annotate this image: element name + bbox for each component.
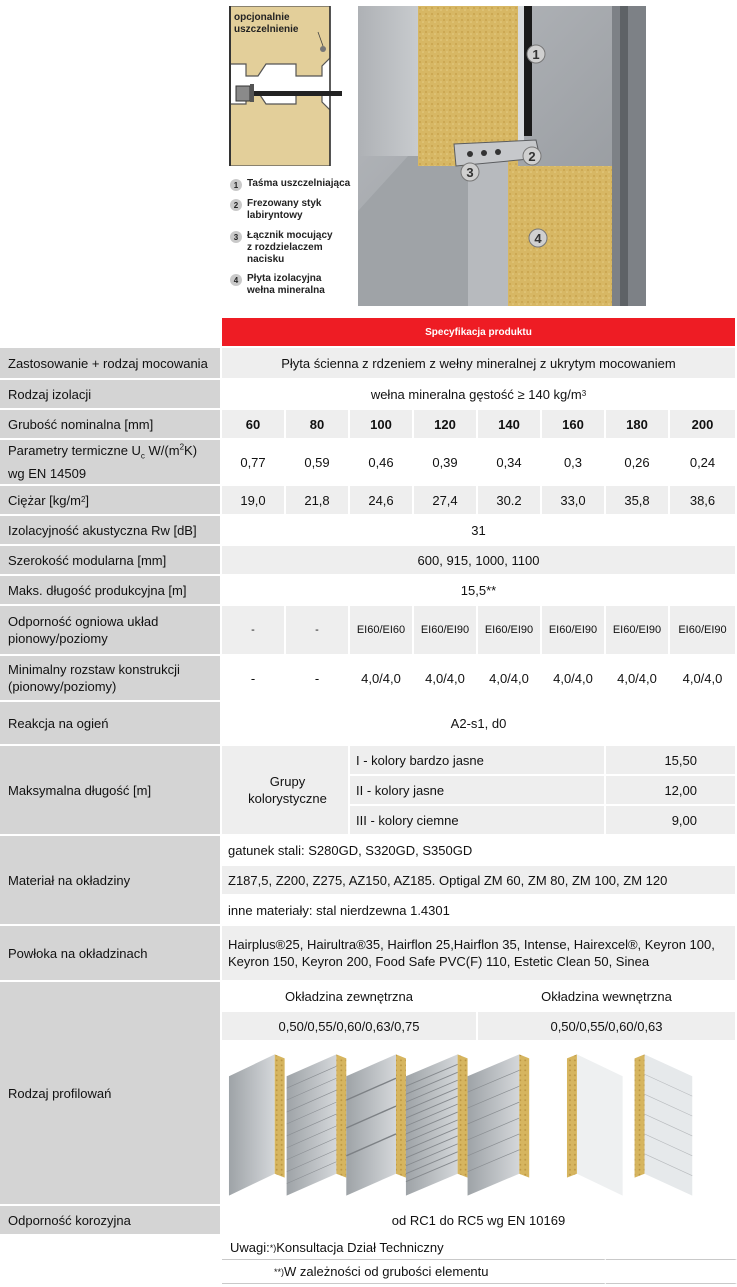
legend-text-2 bbox=[247, 198, 321, 222]
spec-table bbox=[0, 318, 737, 1284]
material-line-2: Z187,5, Z200, Z275, AZ150, AZ185. Optigal ZM 60, ZM 80, ZM 100, ZM 120 bbox=[222, 866, 737, 896]
thermal-label-sub: c bbox=[140, 451, 145, 461]
legend-number-3: 3 bbox=[230, 231, 242, 243]
thickness-60: 60 bbox=[222, 410, 286, 440]
profile-sample-lined bbox=[468, 1054, 530, 1195]
notes-title: Uwagi: bbox=[230, 1240, 270, 1255]
diagram-legend bbox=[230, 178, 358, 304]
header-spacer bbox=[0, 318, 222, 348]
fire-resistance-label: Odporność ogniowa układ pionowy/poziomy bbox=[0, 606, 222, 656]
legend-number-2: 2 bbox=[230, 199, 242, 211]
thermal-60: 0,77 bbox=[222, 440, 286, 486]
photo-marker-1: 1 bbox=[532, 47, 540, 62]
legend-text-4-line-2: wełna mineralna bbox=[247, 285, 325, 296]
spacing-180: 4,0/4,0 bbox=[606, 656, 670, 702]
photo-marker-4: 4 bbox=[534, 231, 542, 246]
thickness-160: 160 bbox=[542, 410, 606, 440]
legend-item-2 bbox=[230, 198, 358, 222]
notes-spacer-2 bbox=[0, 1260, 222, 1284]
acoustic-value: 31 bbox=[222, 516, 737, 546]
note-2-text: W zależności od grubości elementu bbox=[284, 1264, 489, 1279]
weight-60: 19,0 bbox=[222, 486, 286, 516]
weight-label: Ciężar [kg/m 2 ] bbox=[0, 486, 222, 516]
material-line-3: inne materiały: stal nierdzewna 1.4301 bbox=[222, 896, 737, 926]
color-group-3-value: 9,00 bbox=[606, 806, 737, 836]
acoustic-label: Izolacyjność akustyczna Rw [dB] bbox=[0, 516, 222, 546]
fire-140: EI60/EI90 bbox=[478, 606, 542, 656]
thermal-120: 0,39 bbox=[414, 440, 478, 486]
profile-sample-flat bbox=[229, 1054, 285, 1195]
color-groups-label: Grupy kolorystyczne bbox=[222, 746, 350, 836]
weight-180: 35,8 bbox=[606, 486, 670, 516]
legend-text-3-line-3: nacisku bbox=[247, 254, 285, 265]
notes-spacer-1 bbox=[0, 1236, 222, 1260]
thermal-160: 0,3 bbox=[542, 440, 606, 486]
panel-joint-photo bbox=[358, 6, 646, 306]
thermal-label-c: K) bbox=[184, 443, 198, 459]
note-2-blank bbox=[606, 1260, 737, 1284]
thickness-200: 200 bbox=[670, 410, 737, 440]
weight-120: 27,4 bbox=[414, 486, 478, 516]
corrosion-label: Odporność korozyjna bbox=[0, 1206, 222, 1236]
coating-label: Powłoka na okładzinach bbox=[0, 926, 222, 982]
legend-item-4 bbox=[230, 273, 358, 297]
seal-callout-line-1: opcjonalnie bbox=[234, 12, 290, 23]
fire-180: EI60/EI90 bbox=[606, 606, 670, 656]
thermal-label bbox=[0, 440, 222, 486]
legend-text-1-line-1: Taśma uszczelniająca bbox=[247, 178, 351, 189]
profile-sample-inner-flat bbox=[567, 1054, 623, 1195]
color-group-3-name: III - kolory ciemne bbox=[350, 806, 606, 836]
weight-100: 24,6 bbox=[350, 486, 414, 516]
max-production-length-value: 15,5** bbox=[222, 576, 737, 606]
application-value: Płyta ścienna z rdzeniem z wełny mineralnej z ukrytym mocowaniem bbox=[222, 348, 737, 380]
min-spacing-label: Minimalny rozstaw konstrukcji (pionowy/poziomy) bbox=[0, 656, 222, 702]
width-label: Szerokość modularna [mm] bbox=[0, 546, 222, 576]
thermal-200: 0,24 bbox=[670, 440, 737, 486]
thickness-label: Grubość nominalna [mm] bbox=[0, 410, 222, 440]
legend-item-3 bbox=[230, 230, 358, 266]
note-2: **) W zależności od grubości elementu bbox=[222, 1260, 606, 1284]
legend-number-4: 4 bbox=[230, 274, 242, 286]
profile-samples bbox=[222, 1042, 737, 1206]
legend-text-2-line-1: Frezowany styk bbox=[247, 198, 322, 209]
spacing-120: 4,0/4,0 bbox=[414, 656, 478, 702]
color-group-1-name: I - kolory bardzo jasne bbox=[350, 746, 606, 776]
legend-text-4 bbox=[247, 273, 325, 297]
profile-samples-drawing bbox=[225, 1048, 732, 1198]
legend-text-3 bbox=[247, 230, 333, 266]
thermal-label-b: W/(m bbox=[144, 443, 180, 459]
thermal-100: 0,46 bbox=[350, 440, 414, 486]
legend-item-1 bbox=[230, 178, 358, 191]
outer-facing-label: Okładzina zewnętrzna bbox=[222, 982, 478, 1012]
thickness-180: 180 bbox=[606, 410, 670, 440]
fire-80: - bbox=[286, 606, 350, 656]
legend-text-3-line-1: Łącznik mocujący bbox=[247, 230, 333, 241]
spacing-140: 4,0/4,0 bbox=[478, 656, 542, 702]
thickness-100: 100 bbox=[350, 410, 414, 440]
seal-callout-line-2: uszczelnienie bbox=[234, 24, 299, 35]
weight-label-a: Ciężar [kg/m bbox=[8, 492, 81, 508]
thermal-80: 0,59 bbox=[286, 440, 350, 486]
fire-60: - bbox=[222, 606, 286, 656]
material-line-1: gatunek stali: S280GD, S320GD, S350GD bbox=[222, 836, 737, 866]
inner-facing-value: 0,50/0,55/0,60/0,63 bbox=[478, 1012, 737, 1042]
product-illustration bbox=[0, 0, 737, 316]
max-length-label: Maksymalna długość [m] bbox=[0, 746, 222, 836]
thickness-120: 120 bbox=[414, 410, 478, 440]
thermal-180: 0,26 bbox=[606, 440, 670, 486]
fire-120: EI60/EI90 bbox=[414, 606, 478, 656]
weight-200: 38,6 bbox=[670, 486, 737, 516]
profile-sample-ribbed bbox=[406, 1054, 468, 1195]
thickness-80: 80 bbox=[286, 410, 350, 440]
note-1-blank bbox=[606, 1236, 737, 1260]
thermal-label-line-2: wg EN 14509 bbox=[8, 465, 87, 481]
profile-sample-micro bbox=[287, 1054, 347, 1195]
legend-number-1: 1 bbox=[230, 179, 242, 191]
legend-text-4-line-1: Płyta izolacyjna bbox=[247, 273, 322, 284]
corrosion-value: od RC1 do RC5 wg EN 10169 bbox=[222, 1206, 737, 1236]
spacing-200: 4,0/4,0 bbox=[670, 656, 737, 702]
color-group-2-value: 12,00 bbox=[606, 776, 737, 806]
thickness-140: 140 bbox=[478, 410, 542, 440]
note-1: Uwagi: *) Konsultacja Dział Techniczny bbox=[222, 1236, 606, 1260]
panel-joint-photo-drawing bbox=[358, 6, 646, 306]
facing-material-label: Materiał na okładziny bbox=[0, 836, 222, 926]
thermal-label-a: Parametry termiczne U bbox=[8, 443, 141, 459]
fire-reaction-label: Reakcja na ogień bbox=[0, 702, 222, 746]
note-1-text: Konsultacja Dział Techniczny bbox=[276, 1240, 444, 1255]
color-group-1-value: 15,50 bbox=[606, 746, 737, 776]
inner-facing-label: Okładzina wewnętrzna bbox=[478, 982, 737, 1012]
profile-sample-wide bbox=[346, 1054, 406, 1195]
weight-140: 30.2 bbox=[478, 486, 542, 516]
fire-reaction-value: A2-s1, d0 bbox=[222, 702, 737, 746]
spacing-60: - bbox=[222, 656, 286, 702]
weight-80: 21,8 bbox=[286, 486, 350, 516]
weight-160: 33,0 bbox=[542, 486, 606, 516]
max-production-length-label: Maks. długość produkcyjna [m] bbox=[0, 576, 222, 606]
fire-100: EI60/EI60 bbox=[350, 606, 414, 656]
legend-text-1 bbox=[247, 178, 350, 190]
outer-facing-value: 0,50/0,55/0,60/0,63/0,75 bbox=[222, 1012, 478, 1042]
thermal-140: 0,34 bbox=[478, 440, 542, 486]
fire-160: EI60/EI90 bbox=[542, 606, 606, 656]
profile-sample-inner-lined bbox=[635, 1054, 693, 1195]
fire-200: EI60/EI90 bbox=[670, 606, 737, 656]
spec-header: Specyfikacja produktu bbox=[222, 318, 737, 348]
weight-label-b: ] bbox=[85, 492, 90, 508]
thermal-label-sup: 2 bbox=[179, 442, 185, 452]
insulation-value: wełna mineralna gęstość ≥ 140 kg/m 3 bbox=[222, 380, 737, 410]
seal-callout bbox=[234, 12, 324, 36]
coating-value: Hairplus®25, Hairultra®35, Hairflon 25,Hairflon 35, Intense, Hairexcel®, Keyron 100, Keyron 150, Keyron 200, Food Safe PVC(F) 110, Estetic Clean 50, Sinea bbox=[222, 926, 737, 982]
application-label: Zastosowanie + rodzaj mocowania bbox=[0, 348, 222, 380]
spacing-80: - bbox=[286, 656, 350, 702]
legend-text-2-line-2: labiryntowy bbox=[247, 210, 303, 221]
photo-marker-3: 3 bbox=[466, 165, 474, 180]
legend-text-3-line-2: z rozdzielaczem bbox=[247, 242, 323, 253]
width-value: 600, 915, 1000, 1100 bbox=[222, 546, 737, 576]
photo-marker-2: 2 bbox=[528, 149, 536, 164]
insulation-label: Rodzaj izolacji bbox=[0, 380, 222, 410]
thermal-label-line-1 bbox=[8, 442, 197, 465]
insulation-value-text: wełna mineralna gęstość ≥ 140 kg/m bbox=[370, 386, 582, 402]
profile-type-label: Rodzaj profilowań bbox=[0, 982, 222, 1206]
spacing-160: 4,0/4,0 bbox=[542, 656, 606, 702]
color-group-2-name: II - kolory jasne bbox=[350, 776, 606, 806]
spacing-100: 4,0/4,0 bbox=[350, 656, 414, 702]
